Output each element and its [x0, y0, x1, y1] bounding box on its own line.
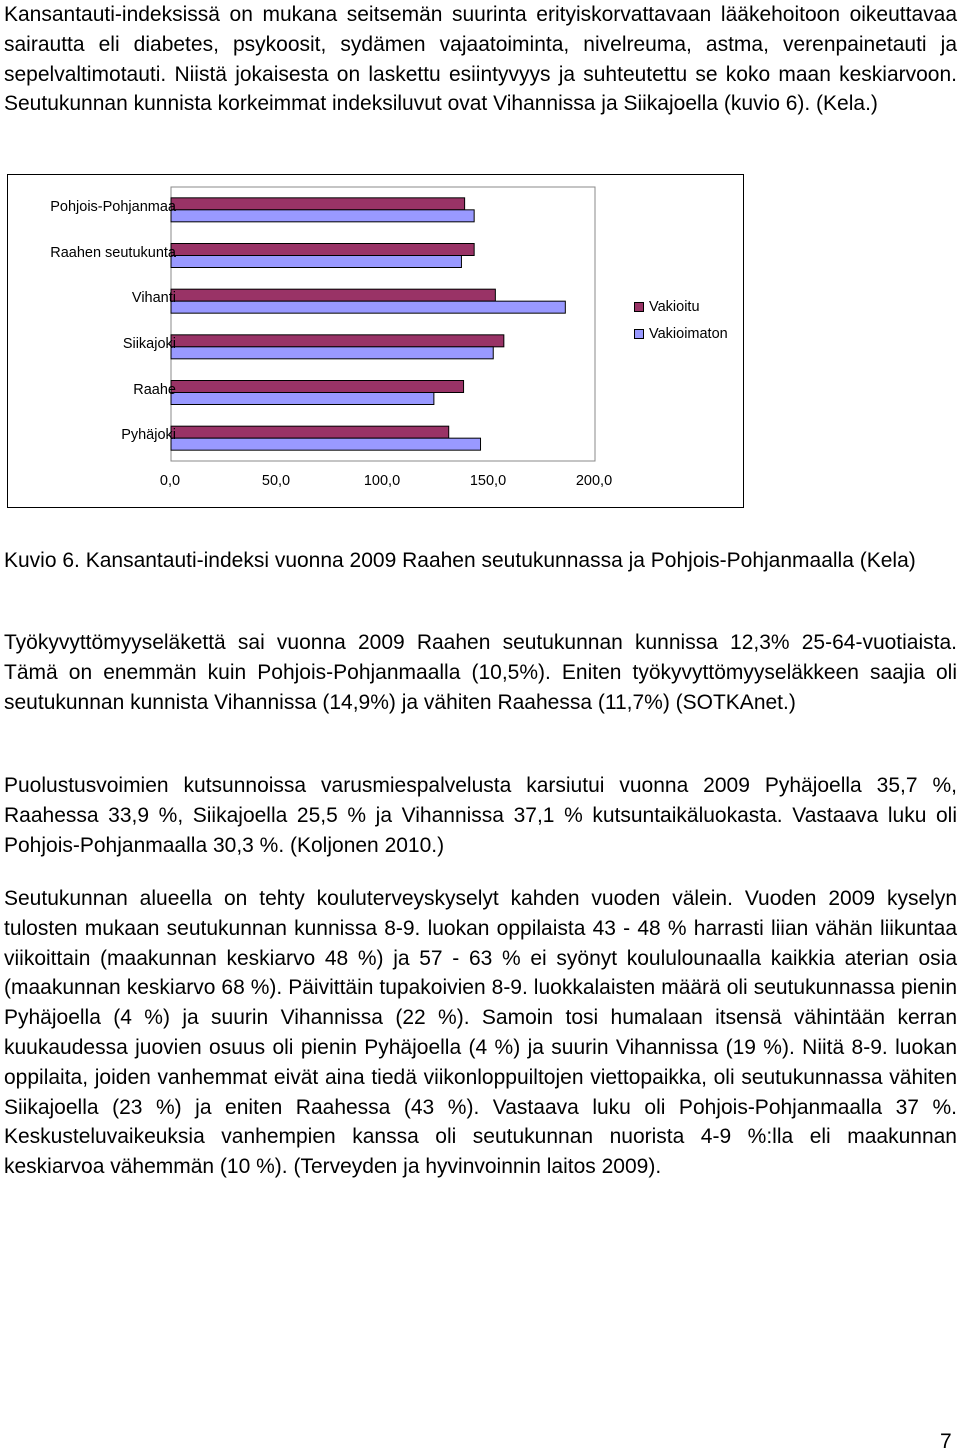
- category-label: Vihanti: [131, 290, 176, 307]
- bar-vakioitu-3: [171, 335, 504, 347]
- paragraph-disability-pension: Työkyvyttömyyseläkettä sai vuonna 2009 Raahen seutukunnan kunnissa 12,3% 25-64-vuotiaista. Tämä on enemmän kuin Pohjois-Pohjanmaalla (10,5%). Eniten työkyvyttömyyseläkkeen saajia oli seutukunnan kunnista Vihannissa (14,9%) ja vähiten Raahessa (11,7%) (SOTKAnet.): [4, 631, 957, 714]
- category-label: Siikajoki: [122, 335, 176, 352]
- legend-label: Vakioimaton: [649, 326, 728, 342]
- bar-vakioitu-5: [171, 426, 449, 438]
- x-tick-label: 200,0: [575, 473, 613, 489]
- bar-vakioimaton-2: [171, 301, 565, 313]
- paragraph-school-survey: Seutukunnan alueella on tehty kouluterveyskyselyt kahden vuoden välein. Vuoden 2009 kyselyn tulosten mukaan seutukunnan kunnissa 8-9. luokan oppilaista 43 - 48 % harrasti liian vähän liikuntaa viikoittain (maakunnan keskiarvo 48 %) ja 57 - 63 % ei syönyt koululounaalla kaikkia aterian osia (maakunnan keskiarvo 68 %). Päivittäin tupakoivien 8-9. luokkalaisten määrä oli seutukunnassa pienin Pyhäjoella (4 %) ja suurin Vihannissa (22 %). Samoin tosi humalaan itsensä vähintään kerran kuukaudessa juovien osuus oli pienin Pyhäjoella (4 %) ja suurin Vihannissa (19 %). Niitä 8-9. luokan oppilaita, joiden vanhemmat eivät aina tiedä viikonloppuiltojen viettopaikka, oli seutukunnassa vähiten Siikajoella (23 %) ja eniten Raahessa (43 %). Vastaava luku oli Pohjois-Pohjanmaalla 37 %. Keskusteluvaikeuksia vanhempien kanssa oli seutukunnan nuorista 4-9 %:lla eli maakunnan keskiarvoa vähemmän (10 %). (Terveyden ja hyvinvoinnin laitos 2009).: [4, 887, 957, 1179]
- category-label: Raahe: [133, 381, 176, 398]
- bar-vakioimaton-5: [171, 438, 481, 450]
- x-tick-label: 50,0: [261, 473, 291, 489]
- bar-vakioimaton-3: [171, 347, 493, 359]
- category-label: Raahen seutukunta: [50, 244, 176, 261]
- intro-paragraph: Kansantauti-indeksissä on mukana seitsemän suurinta erityiskorvattavaan lääkehoitoon oikeuttavaa sairautta eli diabetes, psykoosit, sydämen vajaatoiminta, nivelreuma, astma, verenpainetauti ja sepelvaltimotauti. Niistä jokaisesta on laskettu esiintyvyys ja suhteutettu se koko maan keskiarvoon. Seutukunnan kunnista korkeimmat indeksiluvut ovat Vihannissa ja Siikajoella (kuvio 6). (Kela.): [4, 3, 957, 116]
- bar-vakioitu-1: [171, 244, 474, 256]
- bar-chart: [8, 175, 745, 509]
- legend-item: [634, 299, 700, 315]
- category-label: Pyhäjoki: [121, 427, 176, 444]
- page-number: 7: [940, 1430, 952, 1453]
- x-tick-label: 0,0: [159, 473, 181, 489]
- bar-vakioitu-0: [171, 198, 465, 210]
- x-tick-label: 150,0: [469, 473, 507, 489]
- legend-label: Vakioitu: [649, 299, 700, 315]
- plot-area: [171, 187, 595, 461]
- x-tick-label: 100,0: [363, 473, 401, 489]
- bar-vakioitu-4: [171, 381, 464, 393]
- figure-caption: Kuvio 6. Kansantauti-indeksi vuonna 2009 Raahen seutukunnassa ja Pohjois-Pohjanmaalla (Kela): [4, 549, 916, 572]
- legend-item: [634, 326, 728, 342]
- bar-vakioimaton-4: [171, 393, 434, 405]
- legend-swatch: [634, 302, 644, 312]
- category-label: Pohjois-Pohjanmaa: [50, 198, 176, 215]
- bar-vakioimaton-1: [171, 256, 461, 268]
- legend-swatch: [634, 329, 644, 339]
- bar-vakioitu-2: [171, 289, 495, 301]
- paragraph-conscription: Puolustusvoimien kutsunnoissa varusmiespalvelusta karsiutui vuonna 2009 Pyhäjoella 35,7 %, Raahessa 33,9 %, Siikajoella 25,5 % ja Vihannissa 37,1 % kutsuntaikäluokasta. Vastaava luku oli Pohjois-Pohjanmaalla 30,3 %. (Koljonen 2010.): [4, 774, 957, 857]
- bar-vakioimaton-0: [171, 210, 474, 222]
